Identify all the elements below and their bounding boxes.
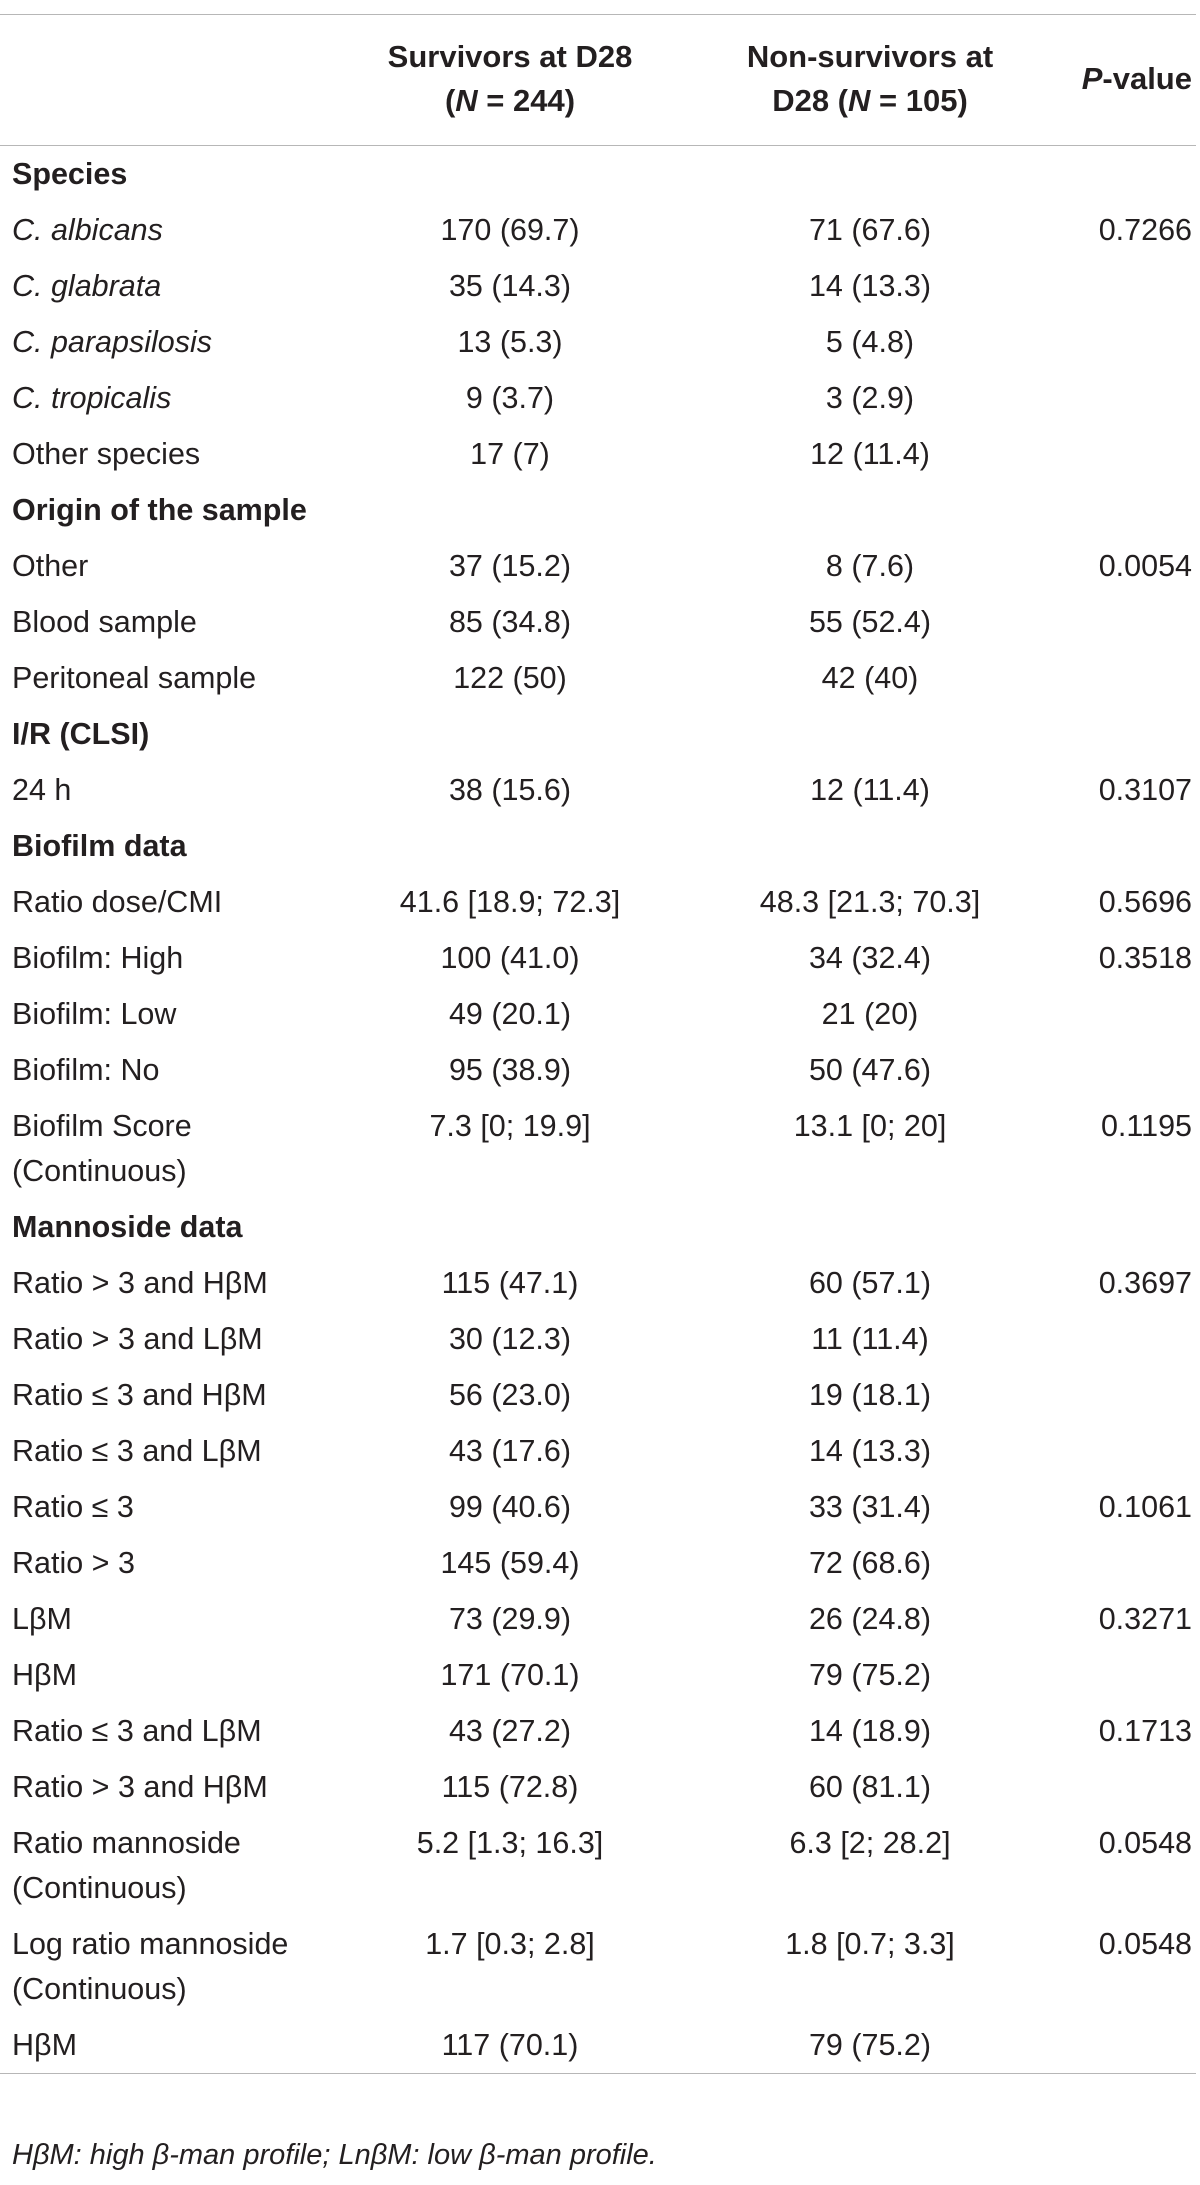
table-row xyxy=(0,1647,1196,1703)
survivors-value: 115 (47.1) xyxy=(441,1265,579,1300)
nonsurvivors-value: 19 (18.1) xyxy=(808,1377,932,1412)
header-survivors-n-rest: = 244) xyxy=(477,83,576,118)
survivors-value: 56 (23.0) xyxy=(448,1377,572,1412)
p-value xyxy=(1050,1423,1196,1479)
p-value xyxy=(1050,1535,1196,1591)
nonsurvivors-value: 48.3 [21.3; 70.3] xyxy=(759,884,981,919)
p-value: 0.0054 xyxy=(1098,548,1192,583)
p-value xyxy=(1050,1647,1196,1703)
survivors-value: 17 (7) xyxy=(470,436,550,471)
nonsurvivors-value: 11 (11.4) xyxy=(811,1321,929,1356)
table-row xyxy=(0,1367,1196,1423)
p-value: 0.3518 xyxy=(1098,940,1192,975)
nonsurvivors-value: 60 (81.1) xyxy=(808,1769,932,1804)
survivors-value: 85 (34.8) xyxy=(448,604,572,639)
table-row xyxy=(0,1535,1196,1591)
survivors-value: 73 (29.9) xyxy=(448,1601,572,1636)
table-row xyxy=(0,2017,1196,2074)
row-label: Ratio dose/CMI xyxy=(12,884,223,919)
survivors-value: 122 (50) xyxy=(453,660,567,695)
table-row xyxy=(0,370,1196,426)
survivors-value: 35 (14.3) xyxy=(448,268,572,303)
nonsurvivors-value: 13.1 [0; 20] xyxy=(793,1108,947,1143)
row-label: C. glabrata xyxy=(12,268,162,303)
nonsurvivors-value: 1.8 [0.7; 3.3] xyxy=(785,1926,955,1961)
nonsurvivors-value: 3 (2.9) xyxy=(825,380,915,415)
survivors-value: 100 (41.0) xyxy=(440,940,580,975)
survivors-value: 5.2 [1.3; 16.3] xyxy=(416,1825,604,1860)
header-p-var: P xyxy=(1081,61,1103,96)
nonsurvivors-value: 14 (13.3) xyxy=(808,268,932,303)
p-value xyxy=(1050,650,1196,706)
section-row xyxy=(0,146,1196,203)
table-row xyxy=(0,1042,1196,1098)
table-row xyxy=(0,1479,1196,1535)
header-nonsurvivors-line1: Non-survivors at xyxy=(746,39,994,74)
nonsurvivors-value: 26 (24.8) xyxy=(808,1601,932,1636)
nonsurvivors-value: 33 (31.4) xyxy=(808,1489,932,1524)
table-row xyxy=(0,1591,1196,1647)
row-label: Ratio ≤ 3 and LβM xyxy=(12,1713,262,1748)
section-row xyxy=(0,818,1196,874)
survivors-value: 95 (38.9) xyxy=(448,1052,572,1087)
row-label: Biofilm Score (Continuous) xyxy=(12,1108,192,1188)
table-row xyxy=(0,426,1196,482)
p-value xyxy=(1050,2017,1196,2074)
nonsurvivors-value: 79 (75.2) xyxy=(690,2017,1050,2074)
header-nonsurvivors-line2: D28 ( xyxy=(772,83,849,118)
table-row xyxy=(0,762,1196,818)
table-row xyxy=(0,874,1196,930)
header-survivors-line1: Survivors at D28 xyxy=(387,39,633,74)
p-value: 0.3271 xyxy=(1098,1601,1192,1636)
survivors-value: 43 (17.6) xyxy=(448,1433,572,1468)
table-row xyxy=(0,986,1196,1042)
p-value xyxy=(1050,1759,1196,1815)
section-label: Species xyxy=(12,156,128,191)
table-row xyxy=(0,538,1196,594)
header-nonsurvivors-n-rest: = 105) xyxy=(870,83,968,118)
p-value xyxy=(1050,1311,1196,1367)
table-body xyxy=(0,146,1196,2074)
header-survivors-n-var: N xyxy=(455,83,478,118)
p-value xyxy=(1050,986,1196,1042)
table-row xyxy=(0,202,1196,258)
row-label: Biofilm: Low xyxy=(12,996,177,1031)
table-row xyxy=(0,650,1196,706)
table-row xyxy=(0,594,1196,650)
p-value: 0.1061 xyxy=(1098,1489,1192,1524)
row-label: Biofilm: No xyxy=(12,1052,160,1087)
row-label: Ratio ≤ 3 and LβM xyxy=(12,1433,262,1468)
survivors-value: 170 (69.7) xyxy=(440,212,580,247)
p-value: 0.3107 xyxy=(1098,772,1192,807)
survivors-value: 37 (15.2) xyxy=(448,548,572,583)
p-value: 0.1195 xyxy=(1100,1108,1192,1143)
table-row xyxy=(0,1703,1196,1759)
row-label: Other xyxy=(12,548,89,583)
header-label-column xyxy=(0,15,330,146)
table-row xyxy=(0,1255,1196,1311)
table-row xyxy=(0,1815,1196,1916)
nonsurvivors-value: 55 (52.4) xyxy=(808,604,932,639)
table-row xyxy=(0,258,1196,314)
row-label: C. tropicalis xyxy=(12,380,172,415)
survivors-value: 43 (27.2) xyxy=(448,1713,572,1748)
p-value xyxy=(1050,314,1196,370)
row-label: Ratio ≤ 3 xyxy=(12,1489,134,1524)
nonsurvivors-value: 12 (11.4) xyxy=(810,772,930,807)
results-table xyxy=(0,14,1196,2074)
header-p-rest: -value xyxy=(1102,61,1192,96)
survivors-value: 117 (70.1) xyxy=(330,2017,690,2074)
table-row xyxy=(0,930,1196,986)
nonsurvivors-value: 71 (67.6) xyxy=(808,212,932,247)
row-label: 24 h xyxy=(12,772,72,807)
nonsurvivors-value: 21 (20) xyxy=(821,996,919,1031)
nonsurvivors-value: 34 (32.4) xyxy=(808,940,932,975)
survivors-value: 145 (59.4) xyxy=(440,1545,580,1580)
header-survivors xyxy=(330,15,690,146)
row-label: Other species xyxy=(12,436,201,471)
table-footnote: HβM: high β-man profile; LnβM: low β-man profile. xyxy=(12,2139,657,2171)
survivors-value: 13 (5.3) xyxy=(457,324,563,359)
row-label: Biofilm: High xyxy=(12,940,184,975)
row-label: LβM xyxy=(12,1601,72,1636)
nonsurvivors-value: 79 (75.2) xyxy=(808,1657,932,1692)
section-row xyxy=(0,1199,1196,1255)
section-row xyxy=(0,706,1196,762)
row-label: C. parapsilosis xyxy=(12,324,213,359)
p-value: 0.1713 xyxy=(1098,1713,1192,1748)
p-value xyxy=(1050,370,1196,426)
header-row xyxy=(0,15,1196,146)
p-value xyxy=(1050,594,1196,650)
p-value xyxy=(1050,258,1196,314)
nonsurvivors-value: 12 (11.4) xyxy=(810,436,930,471)
survivors-value: 41.6 [18.9; 72.3] xyxy=(399,884,621,919)
header-survivors-n-open: ( xyxy=(444,83,456,118)
nonsurvivors-value: 42 (40) xyxy=(821,660,919,695)
nonsurvivors-value: 14 (18.9) xyxy=(808,1713,932,1748)
section-label: Biofilm data xyxy=(12,828,187,863)
row-label: Ratio > 3 and HβM xyxy=(12,1769,268,1804)
table-row xyxy=(0,1759,1196,1815)
row-label: Blood sample xyxy=(12,604,197,639)
table-row xyxy=(0,1098,1196,1199)
survivors-value: 7.3 [0; 19.9] xyxy=(429,1108,591,1143)
nonsurvivors-value: 60 (57.1) xyxy=(808,1265,932,1300)
nonsurvivors-value: 50 (47.6) xyxy=(808,1052,932,1087)
p-value xyxy=(1050,1042,1196,1098)
row-label: Log ratio mannoside (Continuous) xyxy=(12,1926,289,2006)
nonsurvivors-value: 14 (13.3) xyxy=(808,1433,932,1468)
table-row xyxy=(0,1916,1196,2017)
p-value: 0.5696 xyxy=(1098,884,1192,919)
p-value: 0.7266 xyxy=(1098,212,1192,247)
survivors-value: 115 (72.8) xyxy=(441,1769,579,1804)
p-value: 0.3697 xyxy=(1098,1265,1192,1300)
p-value xyxy=(1050,1367,1196,1423)
row-label: HβM xyxy=(12,1657,77,1692)
nonsurvivors-value: 72 (68.6) xyxy=(808,1545,932,1580)
survivors-value: 1.7 [0.3; 2.8] xyxy=(425,1926,595,1961)
survivors-value: 99 (40.6) xyxy=(448,1489,572,1524)
survivors-value: 38 (15.6) xyxy=(448,772,572,807)
table-row xyxy=(0,1423,1196,1479)
row-label: Ratio mannoside (Continuous) xyxy=(12,1825,241,1905)
header-p-value xyxy=(1050,15,1196,146)
table-row xyxy=(0,314,1196,370)
survivors-value: 9 (3.7) xyxy=(465,380,555,415)
survivors-value: 171 (70.1) xyxy=(440,1657,580,1692)
survivors-value: 49 (20.1) xyxy=(448,996,572,1031)
header-nonsurvivors xyxy=(690,15,1050,146)
row-label: C. albicans xyxy=(12,212,163,247)
section-label: Mannoside data xyxy=(12,1209,243,1244)
p-value: 0.0548 xyxy=(1098,1926,1192,1961)
nonsurvivors-value: 6.3 [2; 28.2] xyxy=(789,1825,951,1860)
nonsurvivors-value: 5 (4.8) xyxy=(825,324,915,359)
section-row xyxy=(0,482,1196,538)
row-label: HβM xyxy=(0,2017,330,2074)
row-label: Peritoneal sample xyxy=(12,660,257,695)
p-value xyxy=(1050,426,1196,482)
section-label: I/R (CLSI) xyxy=(12,716,150,751)
section-label: Origin of the sample xyxy=(12,492,307,527)
table-row xyxy=(0,1311,1196,1367)
header-nonsurvivors-n-var: N xyxy=(848,83,871,118)
nonsurvivors-value: 8 (7.6) xyxy=(825,548,915,583)
p-value: 0.0548 xyxy=(1098,1825,1192,1860)
row-label: Ratio > 3 and HβM xyxy=(12,1265,268,1300)
row-label: Ratio ≤ 3 and HβM xyxy=(12,1377,267,1412)
row-label: Ratio > 3 xyxy=(12,1545,135,1580)
row-label: Ratio > 3 and LβM xyxy=(12,1321,263,1356)
survivors-value: 30 (12.3) xyxy=(448,1321,572,1356)
